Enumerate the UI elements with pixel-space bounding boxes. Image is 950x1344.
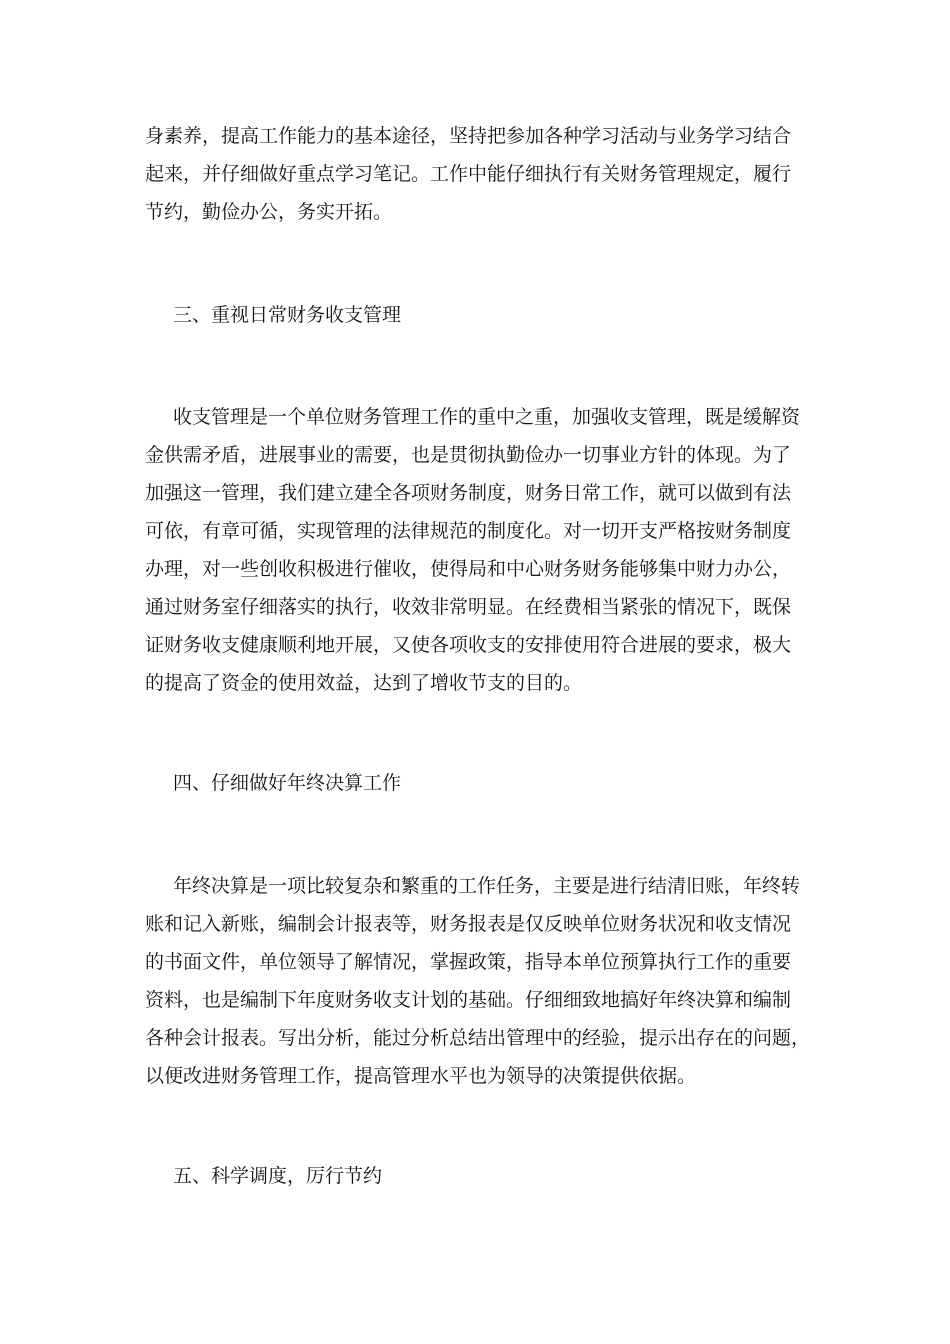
- paragraph-line: 加强这一管理，我们建立建全各项财务制度，财务日常工作，就可以做到有法: [145, 482, 792, 504]
- paragraph-line: 以便改进财务管理工作，提高管理水平也为领导的决策提供依据。: [145, 1065, 697, 1087]
- paragraph-line: 年终决算是一项比较复杂和繁重的工作任务，主要是进行结清旧账，年终转: [173, 875, 801, 897]
- paragraph-line: 起来，并仔细做好重点学习笔记。工作中能仔细执行有关财务管理规定，履行: [145, 163, 792, 185]
- paragraph-line: 身素养，提高工作能力的基本途径，坚持把参加各种学习活动与业务学习结合: [145, 125, 792, 147]
- paragraph-line: 金供需矛盾，进展事业的需要，也是贯彻执勤俭办一切事业方针的体现。为了: [145, 444, 792, 466]
- paragraph-line: 通过财务室仔细落实的执行，收效非常明显。在经费相当紧张的情况下，既保: [145, 596, 792, 618]
- paragraph-line: 证财务收支健康顺利地开展，又使各项收支的安排使用符合进展的要求，极大: [145, 634, 792, 656]
- paragraph-section-4: [145, 867, 815, 1095]
- paragraph-continuation: [145, 117, 815, 231]
- paragraph-line: 的书面文件，单位领导了解情况，掌握政策，指导本单位预算执行工作的重要: [145, 951, 792, 973]
- paragraph-section-3: [145, 398, 815, 702]
- paragraph-line: 办理，对一些创收积极进行催收，使得局和中心财务财务能够集中财力办公，: [145, 558, 792, 580]
- section-heading-5: 五、科学调度，厉行节约: [173, 1165, 383, 1187]
- section-heading-3: 三、重视日常财务收支管理: [173, 304, 402, 326]
- paragraph-line: 节约，勤俭办公，务实开拓。: [145, 201, 393, 223]
- paragraph-line: 资料，也是编制下年度财务收支计划的基础。仔细细致地搞好年终决算和编制: [145, 989, 792, 1011]
- paragraph-line: 收支管理是一个单位财务管理工作的重中之重，加强收支管理，既是缓解资: [173, 406, 801, 428]
- paragraph-line: 账和记入新账，编制会计报表等，财务报表是仅反映单位财务状况和收支情况: [145, 913, 792, 935]
- section-heading-4: 四、仔细做好年终决算工作: [173, 772, 402, 794]
- paragraph-line: 各种会计报表。写出分析，能过分析总结出管理中的经验，提示出存在的问题，: [145, 1027, 811, 1049]
- paragraph-line: 可依，有章可循，实现管理的法律规范的制度化。对一切开支严格按财务制度: [145, 520, 792, 542]
- paragraph-line: 的提高了资金的使用效益，达到了增收节支的目的。: [145, 672, 583, 694]
